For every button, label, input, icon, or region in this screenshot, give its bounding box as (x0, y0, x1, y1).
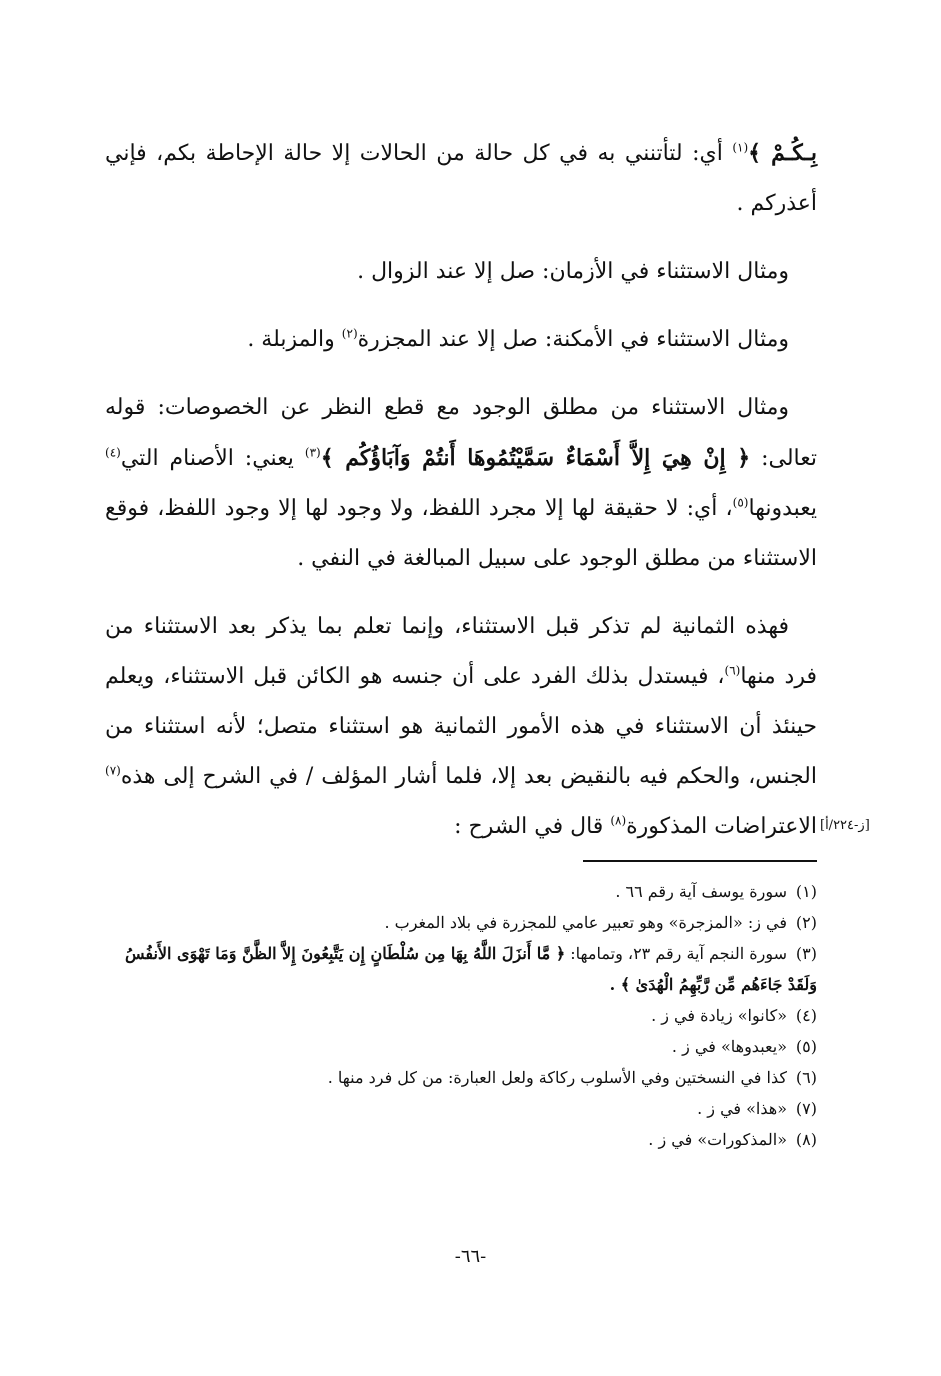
paragraph-4 (105, 383, 817, 584)
footnote-number: (١) (795, 882, 817, 901)
footnote-6 (105, 1062, 817, 1093)
paragraph-5 (105, 602, 817, 852)
footnote-text: «المذكورات» في ز . (648, 1130, 787, 1149)
paragraph-4-text-b: يعني: الأصنام التي (120, 446, 305, 471)
footnote-text: كذا في النسختين وفي الأسلوب ركاكة ولعل العبارة: من كل فرد منها . (327, 1068, 787, 1087)
footnote-text: في ز: «المزجرة» وهو تعبير عامي للمجزرة في بلاد المغرب . (384, 913, 787, 932)
footnote-ref-8[interactable]: (٨) (610, 813, 627, 828)
paragraph-3 (105, 315, 817, 365)
paragraph-2-text: ومثال الاستثناء في الأزمان: صل إلا عند الزوال . (357, 259, 789, 284)
footnote-text: «هذا» في ز . (697, 1099, 787, 1118)
footnote-text: سورة النجم آية رقم ٢٣، وتمامها: (565, 944, 787, 963)
footnote-number: (٨) (795, 1130, 817, 1149)
paragraph-3-end: والمزبلة . (247, 327, 342, 352)
paragraph-4-text-d: ، أي: لا حقيقة لها إلا مجرد اللفظ، ولا وجود لها إلا وجود اللفظ، فوقع الاستثناء من مطلق الوجود على سبيل المبالغة في النفي . (105, 496, 817, 571)
paragraph-5-text-a: فهذه الثمانية لم تذكر قبل الاستثناء، وإنما تعلم بما يذكر بعد الاستثناء من فرد منها (105, 614, 817, 689)
footnote-ref-5[interactable]: (٥) (732, 495, 749, 510)
paragraph-2 (105, 247, 817, 297)
footnote-separator (583, 860, 817, 862)
paragraph-5-text-b: ، فيستدل بذلك الفرد على أن جنسه هو الكائن قبل الاستثناء، ويعلم حينئذ أن الاستثناء في هذه الأمور الثمانية هو استثناء متصل؛ لأنه استثناء من الجنس، والحكم فيه بالنقيض بعد إلا، فلما أشار المؤلف / في الشرح إلى هذه (105, 664, 817, 789)
footnote-ref-3[interactable]: (٣) (304, 445, 321, 460)
footnote-5 (105, 1031, 817, 1062)
paragraph-1 (105, 128, 817, 229)
paragraph-5-text-c: الاعتراضات المذكورة (626, 814, 817, 839)
footnote-number: (٧) (795, 1099, 817, 1118)
footnote-ref-1[interactable]: (١) (732, 140, 749, 155)
paragraph-4-text-a: ومثال الاستثناء من مطلق الوجود مع قطع النظر عن الخصوصات: قوله تعالى: (105, 395, 817, 471)
footnote-text: «كانوا» زيادة في ز . (651, 1006, 787, 1025)
footnote-number: (٥) (795, 1037, 817, 1056)
footnote-ref-6[interactable]: (٦) (724, 663, 741, 678)
footnote-number: (٤) (795, 1006, 817, 1025)
manuscript-folio-marker: [ز-٢٢٤/أ] (820, 818, 870, 833)
main-text (105, 128, 817, 852)
footnotes (105, 876, 817, 1155)
footnote-ref-2[interactable]: (٢) (341, 326, 358, 341)
footnote-ref-7[interactable]: (٧) (105, 763, 121, 778)
footnote-1 (105, 876, 817, 907)
page-number: -٦٦- (454, 1246, 487, 1267)
footnote-number: (٦) (795, 1068, 817, 1087)
footnote-text: «يعبدوها» في ز . (671, 1037, 787, 1056)
footnote-quran-verse: ﴿ مَّا أَنزَلَ اللَّهُ بِهَا مِن سُلْطَانٍ إِن يَتَّبِعُونَ إِلاَّ الظَّنَّ وَمَا تَهْوَى الأَنفُسُ وَلَقَدْ جَاءَهُم مِّن رَّبِّهِمُ الْهُدَىٰ ﴾ . (124, 944, 817, 994)
footnote-text: سورة يوسف آية رقم ٦٦ . (615, 882, 787, 901)
footnote-8 (105, 1124, 817, 1155)
footnote-number: (٢) (795, 913, 817, 932)
footnote-number: (٣) (795, 944, 817, 963)
paragraph-5-text-d: قال في الشرح : (454, 814, 611, 839)
quran-fragment: بِـكُـمْ ﴾ (748, 140, 817, 166)
footnote-ref-4[interactable]: (٤) (105, 445, 121, 460)
paragraph-3-text: ومثال الاستثناء في الأمكنة: صل إلا عند المجزرة (357, 327, 789, 352)
paragraph-4-text-c: يعبدونها (748, 496, 817, 521)
paragraph-1-text: أي: لتأتنني به في كل حالة من الحالات إلا حالة الإحاطة بكم، فإني أعذركم . (105, 141, 817, 216)
footnote-4 (105, 1000, 817, 1031)
footnote-2 (105, 907, 817, 938)
footnote-7 (105, 1093, 817, 1124)
quran-verse: ﴿ إِنْ هِيَ إِلاَّ أَسْمَاءٌ سَمَّيْتُمُوهَا أَنتُمْ وَآبَاؤُكُم ﴾ (320, 445, 751, 471)
footnote-3 (105, 938, 817, 1000)
